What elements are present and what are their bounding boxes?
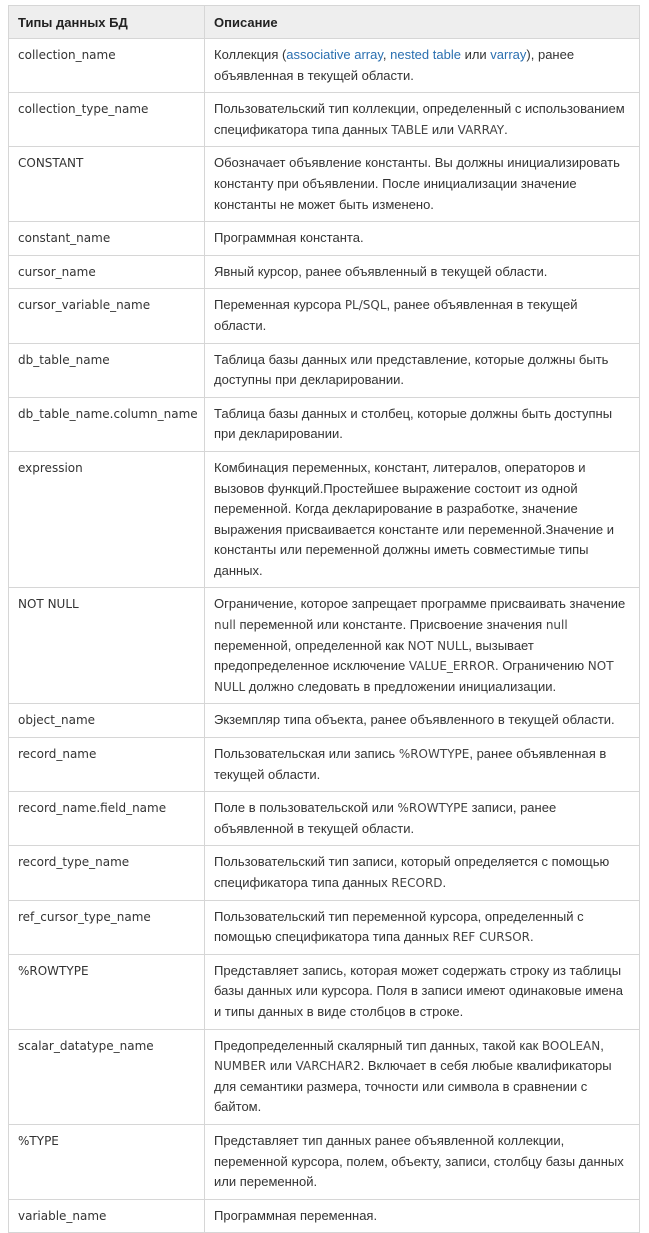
description-text: Пользовательский тип переменной курсора, определенный с помощью спецификатора типа данных — [214, 908, 584, 945]
datatype-name-cell: record_name.field_name — [9, 792, 205, 846]
table-row — [9, 792, 640, 846]
datatype-name-cell: collection_type_name — [9, 93, 205, 147]
description-cell — [205, 1029, 640, 1124]
description-text: записи, ранее объявленной в текущей области. — [214, 800, 557, 836]
description-cell — [205, 255, 640, 289]
header-description: Описание — [205, 6, 640, 39]
datatype-name-cell: variable_name — [9, 1199, 205, 1233]
description-cell — [205, 792, 640, 846]
description-code: NUMBER — [214, 1059, 267, 1074]
description-code: BOOLEAN — [541, 1038, 601, 1053]
datatype-name-cell: NOT NULL — [9, 588, 205, 704]
datatype-name-cell: cursor_variable_name — [9, 289, 205, 343]
table-row — [9, 39, 640, 93]
description-text: Пользовательский тип коллекции, определенный с использованием спецификатора типа данных — [214, 101, 625, 137]
description-text: Явный курсор, ранее объявленный в текущей области. — [214, 263, 548, 279]
description-text: Программная переменная. — [214, 1207, 378, 1223]
table-row — [9, 588, 640, 704]
description-text: Представляет тип данных ранее объявленной коллекции, переменной курсора, полем, объекту, записи, столбцу базы данных или переменной. — [214, 1132, 624, 1190]
description-code: null — [214, 618, 236, 633]
description-cell — [205, 289, 640, 343]
table-row — [9, 1029, 640, 1124]
table-row — [9, 289, 640, 343]
description-text: Предопределенный скалярный тип данных, такой как — [214, 1037, 542, 1053]
description-cell — [205, 954, 640, 1029]
description-cell — [205, 1124, 640, 1199]
header-datatype: Типы данных БД — [9, 6, 205, 39]
datatype-name-cell: CONSTANT — [9, 147, 205, 222]
datatype-name-cell: cursor_name — [9, 255, 205, 289]
table-header-row — [9, 6, 640, 39]
datatype-name-cell: scalar_datatype_name — [9, 1029, 205, 1124]
description-text: переменной или константе. Присвоение значения — [235, 617, 546, 633]
description-text: Комбинация переменных, констант, литералов, операторов и вызовов функций.Простейшее выражение состоит из одной переменной. Когда декларирование в разработке, значение выражения присваивается константе или переменной.Значение и константы или переменной должны иметь совместимые типы данных. — [214, 459, 614, 578]
table-row — [9, 900, 640, 954]
datatype-name-cell: ref_cursor_type_name — [9, 900, 205, 954]
description-text: переменной, определенной как — [214, 637, 408, 653]
table-row — [9, 343, 640, 397]
table-row — [9, 846, 640, 900]
description-text: Коллекция ( — [214, 47, 287, 62]
description-text: или — [428, 121, 458, 137]
description-text: Пользовательский тип записи, который определяется с помощью спецификатора типа данных — [214, 854, 610, 890]
description-cell — [205, 846, 640, 900]
description-link[interactable]: associative array — [286, 47, 383, 62]
datatype-name-cell: constant_name — [9, 222, 205, 256]
table-row — [9, 954, 640, 1029]
description-text: Экземпляр типа объекта, ранее объявленного в текущей области. — [214, 712, 615, 728]
table-row — [9, 222, 640, 256]
table-row — [9, 1124, 640, 1199]
description-text: . Ограничению — [494, 658, 588, 674]
description-code: RECORD — [391, 876, 443, 890]
table-row — [9, 451, 640, 588]
description-link[interactable]: nested table — [390, 47, 461, 62]
description-cell — [205, 588, 640, 704]
description-text: . — [442, 875, 447, 890]
table-row — [9, 1199, 640, 1233]
datatype-name-cell: record_name — [9, 738, 205, 792]
description-code: NOT NULL — [407, 638, 469, 653]
table-row — [9, 93, 640, 147]
description-text: , — [382, 47, 391, 62]
description-cell — [205, 451, 640, 588]
description-cell — [205, 397, 640, 451]
datatype-name-cell: db_table_name — [9, 343, 205, 397]
description-cell — [205, 900, 640, 954]
description-text: . — [504, 121, 508, 137]
datatype-name-cell: db_table_name.column_name — [9, 397, 205, 451]
description-text: Таблица базы данных и столбец, которые должны быть доступны при декларировании. — [214, 405, 613, 442]
description-cell — [205, 1199, 640, 1233]
description-cell — [205, 39, 640, 93]
table-row — [9, 704, 640, 738]
table-body — [9, 39, 640, 1233]
description-text: Пользовательская или запись — [214, 746, 399, 762]
description-text: , вызывает предопределенное исключение — [214, 637, 534, 674]
description-text: . Включает в себя любые квалификаторы для семантики размера, точности или символа в сравнении с байтом. — [214, 1058, 612, 1115]
description-text: Программная константа. — [214, 230, 364, 246]
description-cell — [205, 147, 640, 222]
description-cell — [205, 738, 640, 792]
table-row — [9, 255, 640, 289]
description-code: VALUE_ERROR — [408, 659, 495, 674]
description-code: NOT NULL — [214, 659, 614, 694]
description-text: , ранее объявленная в текущей области. — [214, 746, 607, 782]
description-link[interactable]: varray — [490, 47, 527, 62]
description-text: или — [266, 1058, 296, 1074]
description-text: Таблица базы данных или представление, которые должны быть доступны при декларировании. — [214, 351, 609, 388]
description-text: Поле в пользовательской или — [214, 800, 398, 816]
datatype-name-cell: %ROWTYPE — [9, 954, 205, 1029]
description-code: TABLE — [391, 122, 429, 137]
description-text: или — [460, 47, 491, 62]
description-code: VARCHAR2 — [295, 1059, 361, 1074]
description-cell — [205, 93, 640, 147]
datatype-name-cell: expression — [9, 451, 205, 588]
description-code: VARRAY — [457, 122, 505, 137]
description-cell — [205, 704, 640, 738]
table-row — [9, 738, 640, 792]
description-code: REF CURSOR — [452, 930, 531, 945]
datatypes-table — [8, 5, 640, 1233]
description-text: ), ранее объявленная в текущей области. — [214, 47, 575, 83]
table-row — [9, 397, 640, 451]
description-text: Переменная курсора — [214, 297, 345, 313]
datatype-name-cell: %TYPE — [9, 1124, 205, 1199]
description-code: %ROWTYPE — [398, 747, 470, 762]
datatype-name-cell: object_name — [9, 704, 205, 738]
description-code: %ROWTYPE — [397, 801, 468, 816]
description-text: . — [530, 929, 534, 945]
description-code: PL/SQL — [344, 298, 387, 313]
description-text: Ограничение, которое запрещает программе присваивать значение — [214, 596, 626, 612]
description-text: должно следовать в предложении инициализации. — [245, 678, 557, 694]
description-text: , — [600, 1037, 604, 1053]
table-row — [9, 147, 640, 222]
description-text: Обозначает объявление константы. Вы должны инициализировать константу при объявлении. После инициализации значение константы не может быть изменено. — [214, 155, 620, 212]
description-text: Представляет запись, которая может содержать строку из таблицы базы данных или курсора. Поля в записи имеют одинаковые имена и типы данных в виде столбцов в строке. — [214, 962, 624, 1019]
description-text: , ранее объявленная в текущей области. — [214, 297, 578, 333]
datatype-name-cell: record_type_name — [9, 846, 205, 900]
description-cell — [205, 222, 640, 256]
description-code: null — [545, 618, 568, 633]
description-cell — [205, 343, 640, 397]
datatype-name-cell: collection_name — [9, 39, 205, 93]
